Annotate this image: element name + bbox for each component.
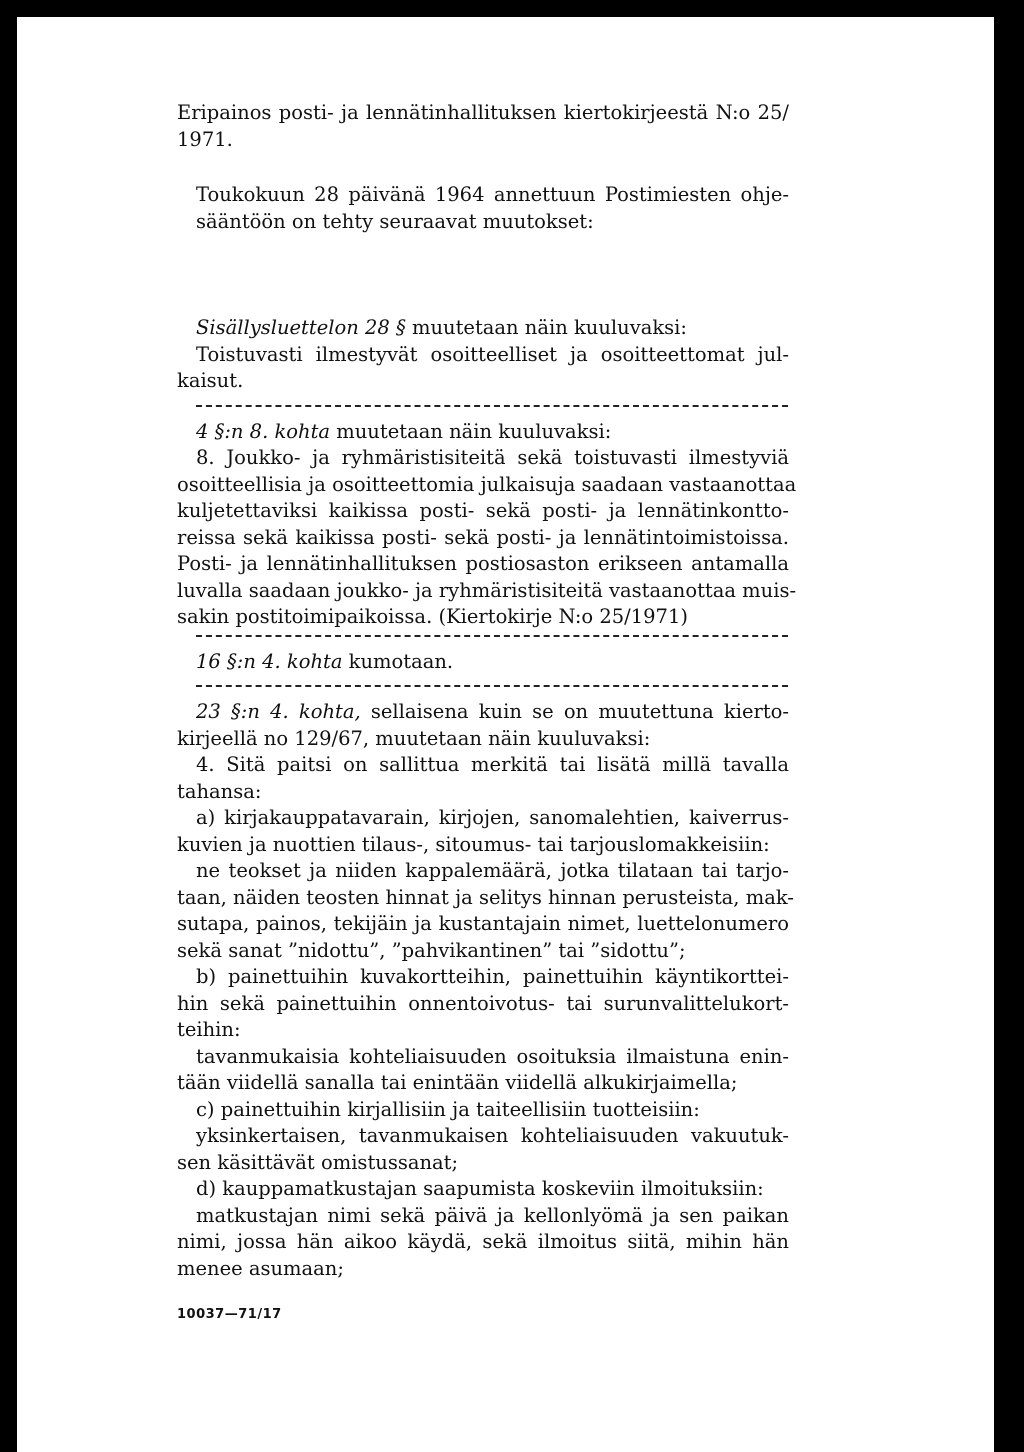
section-line: kaisut. bbox=[177, 369, 244, 392]
dashed-separator bbox=[196, 685, 788, 687]
item-line: teihin: bbox=[177, 1018, 241, 1041]
intro-line: Toukokuun 28 päivänä 1964 annettuun Postimiesten ohje- bbox=[196, 183, 789, 206]
section-line: reissa sekä kaikissa posti- sekä posti- ja lennätintoimistoissa. bbox=[177, 525, 789, 549]
item-line: tään viidellä sanalla tai enintään viidellä alkukirjaimella; bbox=[177, 1071, 738, 1094]
section-heading bbox=[196, 419, 789, 446]
section-line: Posti- ja lennätinhallituksen postiosaston erikseen antamalla bbox=[177, 552, 789, 575]
item-line: matkustajan nimi sekä päivä ja kellonlyömä ja sen paikan bbox=[196, 1203, 789, 1227]
section-heading bbox=[196, 699, 789, 726]
list-item-a bbox=[177, 805, 794, 964]
title-line: Eripainos posti- ja lennätinhallituksen kiertokirjeestä N:o 25/ bbox=[177, 101, 789, 124]
item-line: menee asumaan; bbox=[177, 1256, 344, 1280]
list-item-b bbox=[177, 964, 789, 1097]
section-heading-italic: 23 §:n 4. kohta, bbox=[196, 700, 361, 723]
section-body bbox=[177, 445, 797, 631]
section-23-4 bbox=[177, 699, 794, 1282]
section-heading-text: muutetaan näin kuuluvaksi: bbox=[330, 419, 612, 443]
section-heading-text: kumotaan. bbox=[342, 649, 454, 673]
section-line: luvalla saadaan joukko- ja ryhmäristisiteitä vastaanottaa muis- bbox=[177, 578, 797, 602]
section-16-4 bbox=[177, 649, 789, 676]
section-line: tahansa: bbox=[177, 779, 262, 803]
dashed-separator bbox=[196, 405, 788, 407]
dashed-separator bbox=[196, 635, 788, 637]
item-line: tavanmukaisia kohteliaisuuden osoituksia ilmaistuna enin- bbox=[196, 1044, 789, 1068]
section-heading-text: muutetaan näin kuuluvaksi: bbox=[405, 316, 687, 339]
list-item-d bbox=[177, 1176, 789, 1282]
intro-line: sääntöön on tehty seuraavat muutokset: bbox=[196, 209, 594, 233]
section-body bbox=[177, 726, 794, 1283]
item-line: hin sekä painettuihin onnentoivotus- tai surunvalittelukort- bbox=[177, 991, 789, 1015]
item-line: kuvien ja nuottien tilaus-, sitoumus- tai tarjouslomakkeisiin: bbox=[177, 832, 770, 856]
text-column bbox=[177, 97, 797, 1329]
title-line: 1971. bbox=[177, 127, 233, 151]
document-page bbox=[17, 17, 994, 1452]
section-heading bbox=[196, 649, 789, 676]
item-line: c) painettuihin kirjallisiin ja taiteellisiin tuotteisiin: bbox=[196, 1097, 700, 1121]
section-heading-italic: 16 §:n 4. kohta bbox=[196, 649, 343, 673]
section-heading bbox=[196, 315, 789, 342]
item-line: a) kirjakauppatavarain, kirjojen, sanomalehtien, kaiverrus- bbox=[196, 806, 789, 829]
item-line: d) kauppamatkustajan saapumista koskeviin ilmoituksiin: bbox=[196, 1177, 764, 1200]
section-line: sakin postitoimipaikoissa. (Kiertokirje N:o 25/1971) bbox=[177, 605, 688, 628]
section-heading-italic: Sisällysluettelon 28 § bbox=[196, 316, 406, 339]
item-line: sen käsittävät omistussanat; bbox=[177, 1150, 459, 1174]
section-line: Toistuvasti ilmestyvät osoitteelliset ja osoitteettomat jul- bbox=[196, 342, 789, 366]
section-line: osoitteellisia ja osoitteettomia julkaisuja saadaan vastaanottaa bbox=[177, 472, 797, 496]
item-line: b) painettuihin kuvakortteihin, painettuihin käyntikorttei- bbox=[196, 965, 789, 988]
item-line: taan, näiden teosten hinnat ja selitys hinnan perusteista, mak- bbox=[177, 885, 794, 909]
section-line: kirjeellä no 129/67, muutetaan näin kuuluvaksi: bbox=[177, 726, 651, 750]
item-line: yksinkertaisen, tavanmukaisen kohteliaisuuden vakuutuk- bbox=[196, 1124, 789, 1147]
section-line: 4. Sitä paitsi on sallittua merkitä tai lisätä millä tavalla bbox=[196, 753, 789, 776]
item-line: sekä sanat ”nidottu”, ”pahvikantinen” tai ”sidottu”; bbox=[177, 938, 686, 962]
document-title bbox=[177, 100, 789, 153]
item-line: ne teokset ja niiden kappalemäärä, jotka tilataan tai tarjo- bbox=[196, 859, 789, 882]
section-line: kuljetettaviksi kaikissa posti- sekä posti- ja lennätinkontto- bbox=[177, 499, 789, 522]
section-line: 8. Joukko- ja ryhmäristisiteitä sekä toistuvasti ilmestyviä bbox=[196, 446, 789, 469]
print-code: 10037—71/17 bbox=[177, 1307, 282, 1322]
section-heading-text: sellaisena kuin se on muutettuna kierto- bbox=[360, 700, 789, 723]
section-heading-italic: 4 §:n 8. kohta bbox=[196, 419, 331, 443]
section-4-8 bbox=[177, 419, 797, 631]
list-item-c bbox=[177, 1097, 789, 1177]
item-line: nimi, jossa hän aikoo käydä, sekä ilmoitus siitä, mihin hän bbox=[177, 1230, 789, 1253]
intro-paragraph bbox=[177, 182, 789, 235]
section-contents bbox=[177, 315, 789, 395]
item-line: sutapa, painos, tekijäin ja kustantajain nimet, luettelonumero bbox=[177, 912, 789, 935]
